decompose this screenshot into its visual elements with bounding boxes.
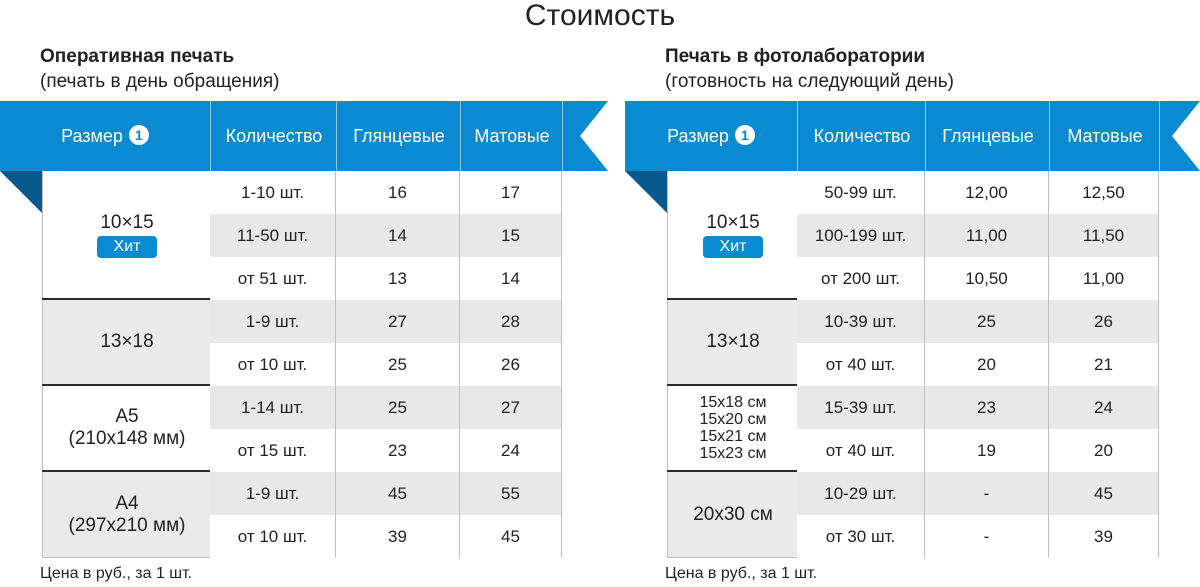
size-cell — [42, 472, 212, 557]
glossy-price-cell: - — [925, 472, 1049, 515]
size-label: 13×18 — [100, 331, 154, 352]
footnote-marker-icon: 1 — [129, 125, 149, 145]
hit-badge: Хит — [97, 236, 158, 258]
size-cell — [667, 472, 799, 557]
panel-photolab-print — [625, 45, 1200, 587]
quantity-cell: от 51 шт. — [210, 257, 336, 300]
size-cell — [667, 386, 799, 470]
size-label: 15x20 см — [699, 411, 767, 428]
size-label: А4 — [115, 492, 139, 514]
quantity-cell: 50-99 шт. — [797, 171, 925, 214]
table-row — [210, 472, 562, 515]
matte-price-cell: 24 — [1049, 386, 1159, 429]
matte-price-cell: 14 — [460, 257, 562, 300]
size-group — [42, 300, 562, 386]
matte-price-cell: 27 — [460, 386, 562, 429]
matte-price-cell: 28 — [460, 300, 562, 343]
matte-price-cell: 17 — [460, 171, 562, 214]
quantity-cell: 1-14 шт. — [210, 386, 336, 429]
glossy-price-cell: 45 — [336, 472, 460, 515]
matte-price-cell: 11,00 — [1049, 257, 1159, 300]
header-quantity — [210, 101, 337, 171]
header-end-divider — [562, 101, 564, 171]
glossy-price-cell: 27 — [336, 300, 460, 343]
size-label: 13×18 — [706, 331, 760, 352]
size-label: 10×15 — [706, 211, 760, 233]
banner-fold — [0, 171, 42, 213]
matte-price-cell: 39 — [1049, 515, 1159, 558]
quantity-cell: от 10 шт. — [210, 343, 336, 386]
table-row — [797, 429, 1159, 472]
size-group — [667, 171, 1159, 300]
size-label: 10×15 — [100, 211, 154, 233]
matte-price-cell: 24 — [460, 429, 562, 472]
size-label: (297x210 мм) — [68, 514, 186, 536]
hit-badge: Хит — [703, 236, 764, 258]
glossy-price-cell: 14 — [336, 214, 460, 257]
panel-subtitle: (печать в день обращения) — [40, 71, 280, 92]
quantity-cell: 100-199 шт. — [797, 214, 925, 257]
size-label: А5 — [115, 406, 139, 427]
size-cell — [42, 171, 212, 298]
glossy-price-cell: 25 — [925, 300, 1049, 343]
glossy-price-cell: 25 — [336, 343, 460, 386]
glossy-price-cell: 39 — [336, 515, 460, 558]
size-group — [667, 300, 1159, 386]
glossy-price-cell: 13 — [336, 257, 460, 300]
banner-arrow-notch — [580, 101, 608, 171]
matte-price-cell: 26 — [1049, 300, 1159, 343]
table-row — [797, 214, 1159, 257]
size-label: 15x23 см — [699, 445, 767, 462]
table-row — [210, 300, 562, 343]
matte-price-cell: 11,50 — [1049, 214, 1159, 257]
glossy-price-cell: 16 — [336, 171, 460, 214]
table-row — [797, 343, 1159, 386]
matte-price-cell: 21 — [1049, 343, 1159, 386]
glossy-price-cell: 23 — [336, 429, 460, 472]
quantity-cell: 10-29 шт. — [797, 472, 925, 515]
size-cell — [42, 386, 212, 470]
size-label: 20x30 см — [693, 503, 773, 525]
glossy-price-cell: 11,00 — [925, 214, 1049, 257]
header-matte — [1049, 101, 1160, 171]
glossy-price-cell: 25 — [336, 386, 460, 429]
footnote: Цена в руб., за 1 шт. — [665, 565, 818, 582]
size-cell — [667, 300, 799, 384]
size-label: 15x21 см — [699, 428, 767, 445]
quantity-cell: 1-9 шт. — [210, 300, 336, 343]
footnote: Цена в руб., за 1 шт. — [40, 565, 193, 582]
table-row — [210, 386, 562, 429]
matte-price-cell: 45 — [460, 515, 562, 558]
table-row — [210, 343, 562, 386]
size-cell — [667, 171, 799, 298]
glossy-price-cell: 20 — [925, 343, 1049, 386]
panel-subtitle: (готовность на следующий день) — [665, 71, 954, 92]
size-group — [667, 472, 1159, 558]
quantity-cell: от 10 шт. — [210, 515, 336, 558]
header-label: Глянцевые — [353, 126, 445, 146]
panel-title: Оперативная печать — [40, 46, 235, 67]
quantity-cell: 10-39 шт. — [797, 300, 925, 343]
quantity-cell: 15-39 шт. — [797, 386, 925, 429]
header-label: Размер — [667, 126, 729, 146]
size-label: 15x18 см — [699, 394, 767, 411]
glossy-price-cell: 10,50 — [925, 257, 1049, 300]
header-size — [625, 101, 797, 171]
table-row — [797, 300, 1159, 343]
table-row — [797, 257, 1159, 300]
size-group — [42, 171, 562, 300]
header-matte — [460, 101, 563, 171]
size-cell — [42, 300, 212, 384]
matte-price-cell: 20 — [1049, 429, 1159, 472]
glossy-price-cell: 23 — [925, 386, 1049, 429]
matte-price-cell: 26 — [460, 343, 562, 386]
header-label: Матовые — [1067, 126, 1143, 146]
table-header-banner — [0, 101, 608, 171]
table-row — [210, 171, 562, 214]
header-label: Количество — [813, 126, 911, 146]
matte-price-cell: 45 — [1049, 472, 1159, 515]
table-row — [210, 257, 562, 300]
glossy-price-cell: 12,00 — [925, 171, 1049, 214]
table-row — [210, 429, 562, 472]
table-row — [797, 515, 1159, 558]
header-label: Размер — [61, 126, 123, 146]
footnote-marker-icon: 1 — [735, 125, 755, 145]
size-group — [667, 386, 1159, 472]
header-glossy — [925, 101, 1050, 171]
quantity-cell: от 15 шт. — [210, 429, 336, 472]
header-end-divider — [1159, 101, 1161, 171]
size-group — [42, 472, 562, 558]
quantity-cell: 1-9 шт. — [210, 472, 336, 515]
banner-fold — [625, 171, 667, 213]
panel-title: Печать в фотолаборатории — [665, 46, 926, 67]
header-label: Матовые — [474, 126, 550, 146]
quantity-cell: 11-50 шт. — [210, 214, 336, 257]
table-row — [797, 386, 1159, 429]
header-label: Глянцевые — [942, 126, 1034, 146]
table-header-banner — [625, 101, 1200, 171]
size-label: (210x148 мм) — [68, 428, 186, 449]
header-label: Количество — [225, 126, 323, 146]
size-group — [42, 386, 562, 472]
glossy-price-cell: 19 — [925, 429, 1049, 472]
banner-arrow-notch — [1172, 101, 1200, 171]
page-title: Стоимость — [524, 0, 676, 32]
quantity-cell: 1-10 шт. — [210, 171, 336, 214]
panel-express-print — [0, 45, 590, 587]
table-row — [797, 171, 1159, 214]
quantity-cell: от 40 шт. — [797, 343, 925, 386]
header-size — [0, 101, 210, 171]
table-row — [210, 515, 562, 558]
header-glossy — [336, 101, 461, 171]
matte-price-cell: 12,50 — [1049, 171, 1159, 214]
matte-price-cell: 55 — [460, 472, 562, 515]
matte-price-cell: 15 — [460, 214, 562, 257]
table-row — [210, 214, 562, 257]
quantity-cell: от 200 шт. — [797, 257, 925, 300]
header-quantity — [797, 101, 926, 171]
table-row — [797, 472, 1159, 515]
glossy-price-cell: - — [925, 515, 1049, 558]
quantity-cell: от 40 шт. — [797, 429, 925, 472]
quantity-cell: от 30 шт. — [797, 515, 925, 558]
